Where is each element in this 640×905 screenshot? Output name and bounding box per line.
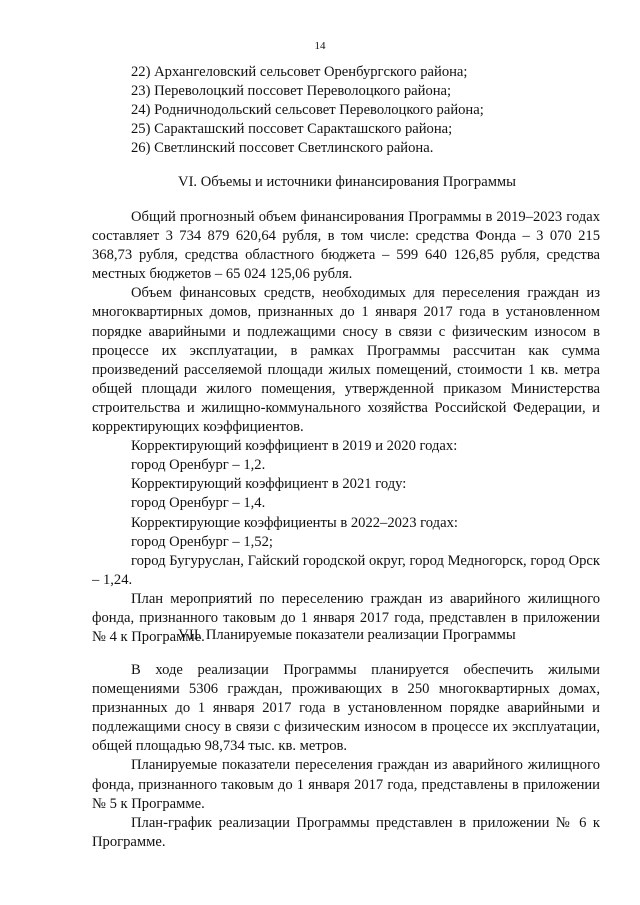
- coefficient-line: Корректирующий коэффициент в 2019 и 2020 годах:: [131, 438, 458, 455]
- coefficient-line: город Оренбург – 1,4.: [131, 495, 266, 512]
- coefficient-line: Корректирующий коэффициент в 2021 году:: [131, 476, 407, 493]
- list-item: 26) Светлинский поссовет Светлинского района.: [131, 140, 434, 157]
- settlement-list: [131, 63, 601, 158]
- activity-plan-paragraph: План мероприятий по переселению граждан из аварийного жилищного фонда, признанного таковым до 1 января 2017 года, представлен в приложении № 4 к Программе.: [92, 590, 600, 646]
- list-item: 25) Саракташский поссовет Саракташского района;: [131, 121, 453, 138]
- financing-calculation-paragraph: Объем финансовых средств, необходимых для переселения граждан из многоквартирных домов, признанных до 1 января 2017 года в установленном порядке аварийными и подлежащими сносу в связи с физическим износом в процессе их эксплуатации, в рамках Программы рассчитан как сумма произведений расселяемой площади жилых помещений, стоимости 1 кв. метра общей площади жилого помещения, утвержденной приказом Министерства строительства и жилищно-коммунального хозяйства Российской Федерации, и корректирующих коэффициентов.: [92, 285, 600, 436]
- list-item: 23) Переволоцкий поссовет Переволоцкого района;: [131, 83, 452, 100]
- section-7-body: [92, 661, 600, 852]
- section-7-heading: VII. Планируемые показатели реализации Программы: [178, 627, 516, 643]
- coefficient-line: город Оренбург – 1,2.: [131, 457, 266, 474]
- section-6-body: [92, 208, 600, 647]
- list-item: 22) Архангеловский сельсовет Оренбургского района;: [131, 64, 468, 80]
- coefficient-line: город Бугуруслан, Гайский городской округ, город Медногорск, город Орск – 1,24.: [92, 552, 600, 588]
- coefficient-line: город Оренбург – 1,52;: [131, 533, 273, 550]
- planned-housing-paragraph: В ходе реализации Программы планируется обеспечить жилыми помещениями 5306 граждан, проживающих в 250 многоквартирных домах, признанных до 1 января 2017 года в установленном порядке аварийными и подлежащими сносу в связи с физическим износом в процессе их эксплуатации, общей площадью 98,734 тыс. кв. метров.: [92, 662, 600, 755]
- list-item: 24) Родничнодольский сельсовет Переволоцкого района;: [131, 102, 484, 119]
- financing-total-paragraph: Общий прогнозный объем финансирования Программы в 2019–2023 годах составляет 3 734 879 620,64 рубля, в том числе: средства Фонда – 3 070 215 368,73 рубля, средства областного бюджета – 599 640 126,85 рубля, средства местных бюджетов – 65 024 125,06 рубля.: [92, 209, 600, 283]
- page-number: 14: [314, 40, 326, 52]
- coefficient-line: Корректирующие коэффициенты в 2022–2023 годах:: [131, 514, 458, 531]
- planned-indicators-paragraph: Планируемые показатели переселения граждан из аварийного жилищного фонда, признанного таковым до 1 января 2017 года, представлены в приложении № 5 к Программе.: [92, 757, 600, 812]
- schedule-paragraph: План-график реализации Программы представлен в приложении № 6 к Программе.: [92, 814, 600, 850]
- section-6-heading: VI. Объемы и источники финансирования Программы: [178, 174, 516, 190]
